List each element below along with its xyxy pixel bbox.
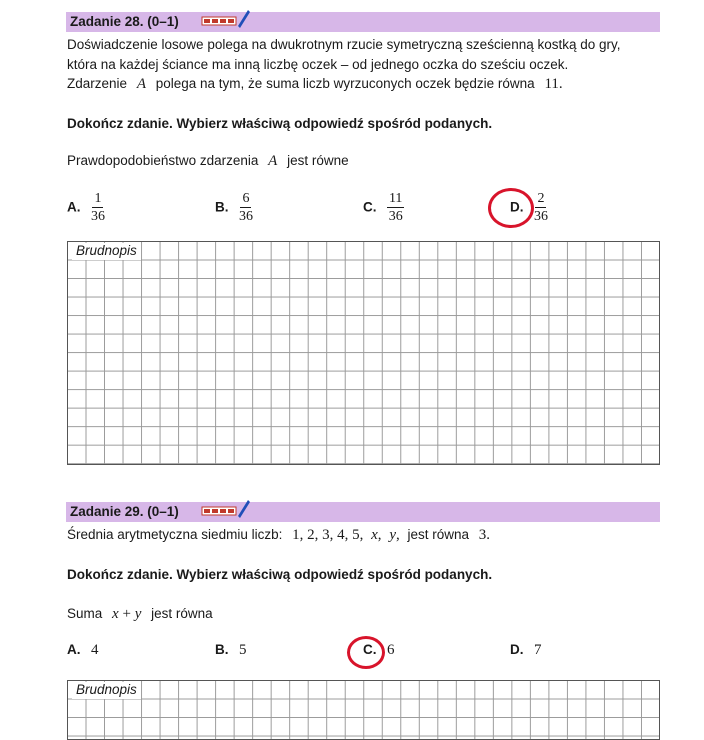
text-segment: Zdarzenie	[67, 76, 128, 91]
scratchpad-label: Brudnopis	[72, 243, 141, 260]
option-c[interactable]	[363, 191, 404, 224]
variable-a: A	[136, 76, 146, 92]
fraction: $\frac{1}{36}$	[90, 191, 105, 224]
option-b[interactable]	[215, 191, 253, 224]
scratchpad-label: Brudnopis	[72, 682, 141, 699]
task-29-title: Zadanie 29. (0–1)	[70, 504, 179, 519]
task-28-title: Zadanie 28. (0–1)	[70, 14, 179, 29]
variable-x: x	[371, 527, 378, 543]
number-value: 3.	[478, 527, 491, 543]
variable-y: y	[389, 527, 396, 543]
fraction: $\frac{6}{36}$	[238, 191, 253, 224]
option-d[interactable]	[510, 641, 541, 659]
option-a[interactable]	[67, 641, 98, 659]
number-value: 11.	[544, 76, 563, 92]
option-letter: B.	[215, 199, 229, 215]
text-line: Doświadczenie losowe polega na dwukrotnym rzucie symetryczną sześcienną kostką do gry,	[67, 37, 621, 52]
text-segment: polega na tym, że suma liczb wyrzuconych oczek będzie równa	[155, 76, 535, 91]
option-letter: A.	[67, 642, 81, 657]
text-segment: Średnia arytmetyczna siedmiu liczb:	[67, 527, 283, 542]
task-28-description	[67, 35, 621, 95]
scratchpad-grid[interactable]	[67, 680, 660, 740]
option-b[interactable]	[215, 641, 246, 659]
text-line	[67, 74, 621, 95]
text-segment: jest równa	[151, 606, 213, 621]
option-value: 6	[386, 642, 395, 658]
text-segment: jest równe	[287, 153, 349, 168]
option-letter: D.	[510, 199, 524, 215]
variable-a: A	[268, 153, 278, 169]
fraction: $\frac{11}{36}$	[388, 191, 403, 224]
option-a[interactable]	[67, 191, 105, 224]
scratchpad-grid[interactable]	[67, 241, 660, 465]
task-29-description: Średnia arytmetyczna siedmiu liczb: 1, 2, 3, 4, 5, x, y, jest równa 3.	[67, 527, 491, 543]
task-28-instruction: Dokończ zdanie. Wybierz właściwą odpowiedź spośród podanych.	[67, 116, 493, 131]
option-value: 5	[238, 642, 247, 658]
text-line: która na każdej ściance ma inną liczbę oczek – od jednego oczka do sześciu oczek.	[67, 56, 569, 72]
option-value: 7	[533, 642, 542, 658]
variable-y: y	[134, 606, 142, 622]
pencil-icon	[200, 8, 250, 30]
option-value: 4	[90, 642, 99, 658]
variable-x: x	[112, 606, 119, 622]
option-letter: C.	[363, 642, 377, 657]
task-28-question	[67, 151, 349, 172]
text-segment: Suma	[67, 606, 103, 621]
pencil-icon	[200, 498, 250, 520]
number-list: 1, 2, 3, 4, 5,	[292, 527, 364, 543]
option-letter: C.	[363, 199, 377, 215]
option-letter: D.	[510, 642, 524, 657]
task-29-header	[66, 502, 660, 522]
text-segment: Prawdopodobieństwo zdarzenia	[67, 153, 259, 168]
fraction: $\frac{2}{36}$	[533, 191, 548, 224]
task-28-header	[66, 12, 660, 32]
answer-mark-circle	[488, 188, 534, 228]
text-segment: jest równa	[407, 527, 470, 542]
option-letter: A.	[67, 199, 81, 215]
answer-mark-circle	[347, 636, 385, 669]
task-29-instruction: Dokończ zdanie. Wybierz właściwą odpowiedź spośród podanych.	[67, 567, 493, 582]
option-letter: B.	[215, 642, 229, 657]
task-29-question	[67, 604, 213, 625]
plus-sign: +	[122, 606, 131, 622]
